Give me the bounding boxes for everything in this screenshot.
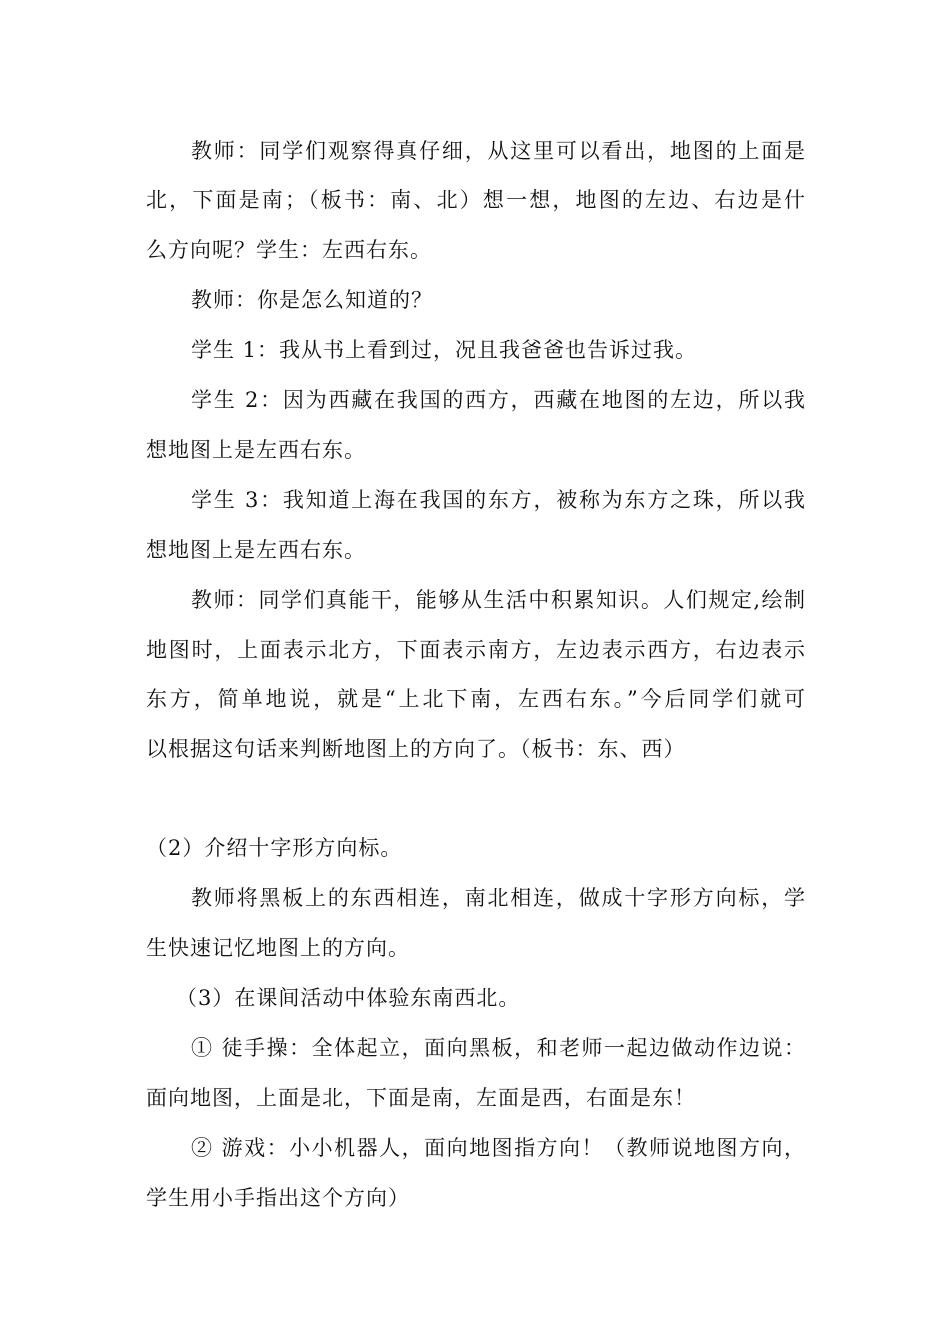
text-line-21: 学生用小手指出这个方向） xyxy=(146,1186,410,1210)
text-line-12: 东方，简单地说，就是“上北下南，左西右东。”今后同学们就可 xyxy=(146,687,806,711)
text-line-8: 学生 3：我知道上海在我国的东方，被称为东方之珠，所以我 xyxy=(191,488,806,512)
text-line-2: 北，下面是南；（板书：南、北）想一想，地图的左边、右边是什 xyxy=(146,188,806,212)
section-heading-2: （2）介绍十字形方向标。 xyxy=(146,836,403,860)
text-line-1: 教师：同学们观察得真仔细，从这里可以看出，地图的上面是 xyxy=(191,139,806,163)
text-line-15: 教师将黑板上的东西相连，南北相连，做成十字形方向标，学 xyxy=(191,886,806,910)
text-line-13: 以根据这句话来判断地图上的方向了。（板书：东、西） xyxy=(146,737,686,761)
text-line-19: 面向地图，上面是北，下面是南，左面是西，右面是东！ xyxy=(146,1086,696,1110)
text-line-9: 想地图上是左西右东。 xyxy=(146,538,366,562)
text-line-3: 么方向呢？学生：左西右东。 xyxy=(146,238,432,262)
text-line-18: ① 徒手操：全体起立，面向黑板，和老师一起边做动作边说： xyxy=(191,1036,806,1060)
text-line-6: 学生 2：因为西藏在我国的西方，西藏在地图的左边，所以我 xyxy=(191,388,806,412)
text-line-5: 学生 1：我从书上看到过，况且我爸爸也告诉过我。 xyxy=(191,338,698,362)
text-line-20: ② 游戏：小小机器人，面向地图指方向！（教师说地图方向， xyxy=(191,1136,806,1160)
text-line-16: 生快速记忆地图上的方向。 xyxy=(146,936,410,960)
text-line-7: 想地图上是左西右东。 xyxy=(146,438,366,462)
text-line-11: 地图时，上面表示北方，下面表示南方，左边表示西方，右边表示 xyxy=(146,638,806,662)
text-line-4: 教师：你是怎么知道的？ xyxy=(191,288,433,312)
text-line-10: 教师：同学们真能干，能够从生活中积累知识。人们规定,绘制 xyxy=(191,588,806,612)
section-heading-3: （3）在课间活动中体验东南西北。 xyxy=(176,986,521,1010)
